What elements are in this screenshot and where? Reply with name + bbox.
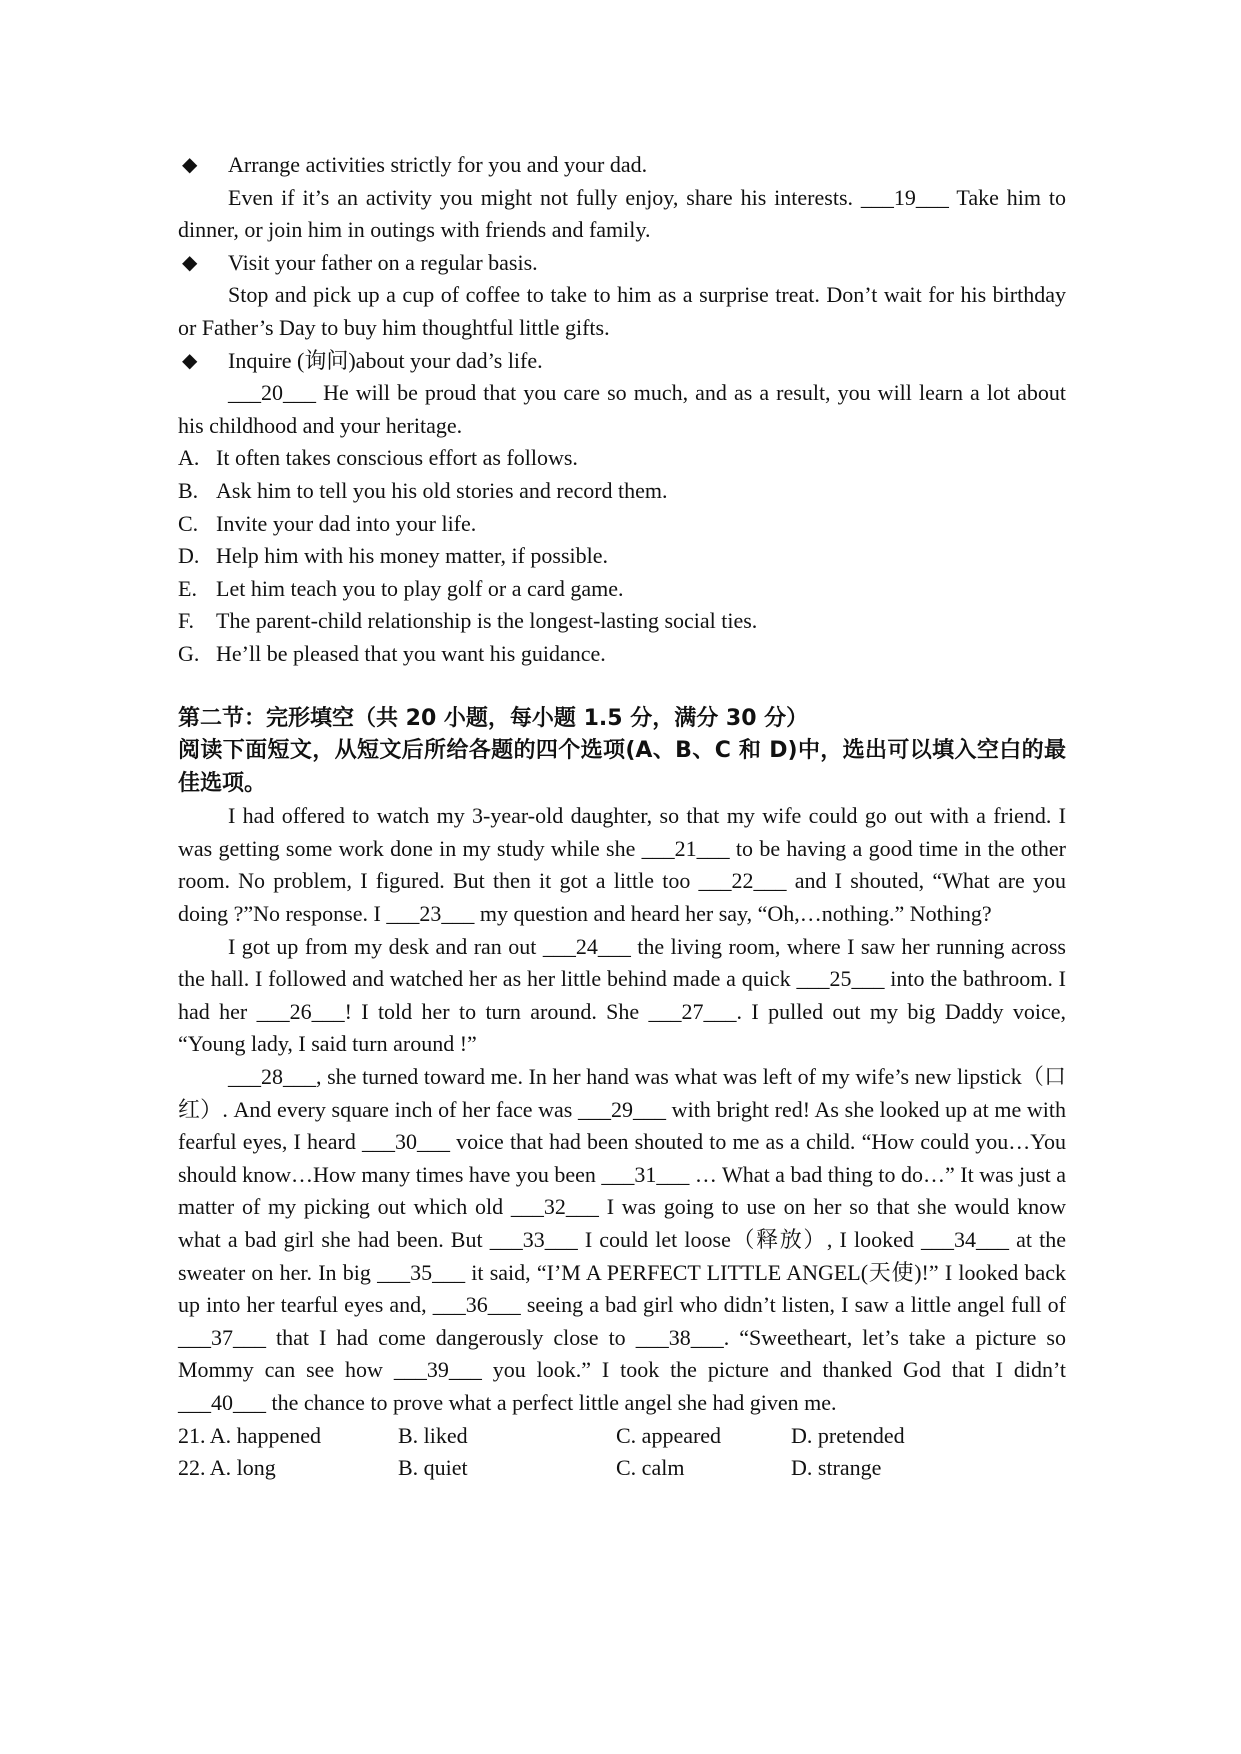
bullet-item <box>178 149 1066 182</box>
option-item <box>178 540 1066 573</box>
passage-paragraph: ___28___, she turned toward me. In her hand was what was left of my wife’s new lipstick（口红）. And every square inch of her face was ___29___ with bright red! As she looked up at me with fearful eyes, I heard ___30___ voice that had been shouted to me as a child. “How could you…You should know…How many times have you been ___31___ … What a bad thing to do…” It was just a matter of my picking out which old ___32___ I was going to use on her so that she would know what a bad girl she had been. But ___33___ I could let loose（释放）, I looked ___34___ at the sweater on her. In big ___35___ it said, “I’M A PERFECT LITTLE ANGEL(天使)!” I looked back up into her tearful eyes and, ___36___ seeing a bad girl who didn’t listen, I saw a little angel full of ___37___ that I had come dangerously close to ___38___. “Sweetheart, let’s take a picture so Mommy can see how ___39___ you look.” I took the picture and thanked God that I didn’t ___40___ the chance to prove what a perfect little angel she had given me. <box>178 1064 1067 1415</box>
section-instruction: 阅读下面短文，从短文后所给各题的四个选项(A、B、C 和 D)中，选出可以填入空白的最佳选项。 <box>178 738 1066 796</box>
diamond-bullet-icon: ◆ <box>182 349 198 372</box>
bullet-text: Visit your father on a regular basis. <box>228 249 538 275</box>
option-text: It often takes conscious effort as follows. <box>216 445 578 471</box>
question-row <box>178 1420 1066 1453</box>
question-choice-b: B. liked <box>398 1422 468 1448</box>
bullet-text: Inquire (询问)about your dad’s life. <box>228 347 543 373</box>
diamond-bullet-icon: ◆ <box>182 154 198 176</box>
question-row <box>178 1452 1066 1485</box>
paragraph: Stop and pick up a cup of coffee to take to him as a surprise treat. Don’t wait for his birthday or Father’s Day to buy him thoughtful little gifts. <box>178 282 1066 340</box>
option-letter: A. <box>178 445 200 471</box>
option-text: Help him with his money matter, if possible. <box>216 543 609 569</box>
option-letter: G. <box>178 640 200 666</box>
question-choice-d: D. strange <box>791 1455 882 1481</box>
passage-paragraph: I got up from my desk and ran out ___24___ the living room, where I saw her running across the hall. I followed and watched her as her little behind made a quick ___25___ into the bathroom. I had her ___26___! I told her to turn around. She ___27___. I pulled out my big Daddy voice, “Young lady, I said turn around !” <box>178 933 1066 1057</box>
option-letter: F. <box>178 608 194 634</box>
passage-paragraph: I had offered to watch my 3-year-old daughter, so that my wife could go out with a friend. I was getting some work done in my study while she ___21___ to be having a good time in the other room. No problem, I figured. But then it got a little too ___22___ and I shouted, “What are you doing ?”No response. I ___23___ my question and heard her say, “Oh,…nothing.” Nothing? <box>178 803 1066 927</box>
option-text: Let him teach you to play golf or a card game. <box>216 575 624 601</box>
option-letter: C. <box>178 510 199 536</box>
option-letter: E. <box>178 575 197 601</box>
question-choice-a <box>178 1452 398 1485</box>
option-item <box>178 605 1066 638</box>
page-content <box>178 149 1066 1485</box>
option-item <box>178 573 1066 606</box>
section-title: 第二节：完形填空（共 20 小题，每小题 1.5 分，满分 30 分） <box>178 705 809 731</box>
option-letter: B. <box>178 477 199 503</box>
choice-text: A. long <box>209 1455 276 1481</box>
question-choice-b: B. quiet <box>398 1455 468 1481</box>
choice-text: A. happened <box>209 1422 321 1448</box>
bullet-text: Arrange activities strictly for you and your dad. <box>228 152 648 177</box>
option-text: Invite your dad into your life. <box>216 510 477 536</box>
question-choice-d: D. pretended <box>791 1422 905 1448</box>
option-item <box>178 442 1066 475</box>
section-gap <box>178 671 1066 703</box>
paragraph: ___20___ He will be proud that you care so much, and as a result, you will learn a lot about his childhood and your heritage. <box>178 380 1066 438</box>
bullet-item <box>178 345 1066 378</box>
question-choice-a <box>178 1420 398 1453</box>
option-text: The parent-child relationship is the longest-lasting social ties. <box>216 608 758 634</box>
question-choice-c: C. calm <box>616 1455 685 1481</box>
option-item <box>178 638 1066 671</box>
option-letter: D. <box>178 543 200 569</box>
question-number: 22. <box>178 1455 206 1481</box>
question-number: 21. <box>178 1422 206 1448</box>
diamond-bullet-icon: ◆ <box>182 251 198 274</box>
option-item <box>178 508 1066 541</box>
paragraph: Even if it’s an activity you might not fully enjoy, share his interests. ___19___ Take him to dinner, or join him in outings with friends and family. <box>178 184 1066 243</box>
option-text: He’ll be pleased that you want his guidance. <box>216 640 606 666</box>
question-choice-c: C. appeared <box>616 1422 722 1448</box>
option-item <box>178 475 1066 508</box>
options-list <box>178 442 1066 670</box>
option-text: Ask him to tell you his old stories and record them. <box>216 477 668 503</box>
bullet-item <box>178 247 1066 280</box>
